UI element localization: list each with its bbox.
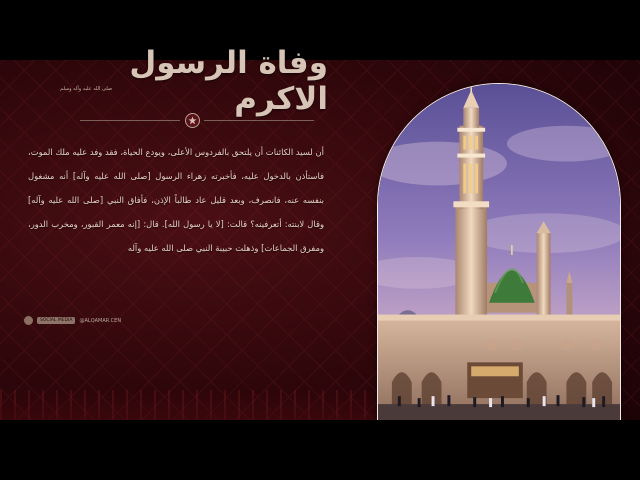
page-title: وفاة الرسول الاكرم: [129, 45, 328, 117]
social-media-tag: SOCIAL MEDIA: [37, 317, 75, 324]
divider-line-right: [204, 120, 314, 121]
social-handle: @ALQAMAR.CEN: [79, 317, 122, 324]
letterbox-bottom: [0, 420, 640, 480]
bottom-ornament-band: [0, 390, 380, 420]
page-subtitle: صلى الله عليه وآله وسلم: [60, 86, 113, 92]
social-credit: [24, 316, 121, 325]
body-paragraph: أن لسيد الكائنات أن يلتحق بالفردوس الأعلى، ويودع الحياة، فقد وفد عليه ملك الموت، فاستأذن بالدخول عليه، فأخبرته زهراء الرسول [صلى الله عليه وآله] أنه مشغول بنفسه عنه، فانصرف، وبعد قليل عاد طالباً الإذن، فأفاق النبي [صلى الله عليه وآله] وقال لابنته: أتعرفينه؟ قالت: [لا يا رسول الله]. قال: [إنه معمر القبور، ومخرب الدور، ومفرق الجماعات] وذهلت حبيبة النبي صلى الله عليه وآله: [28, 147, 324, 253]
divider-line-left: [80, 120, 180, 121]
mosque-photo-arch: [377, 83, 621, 425]
star-medallion-icon: [185, 113, 200, 128]
alqamar-logo-icon: [24, 316, 33, 325]
mosque-minarets-image: [378, 84, 620, 424]
